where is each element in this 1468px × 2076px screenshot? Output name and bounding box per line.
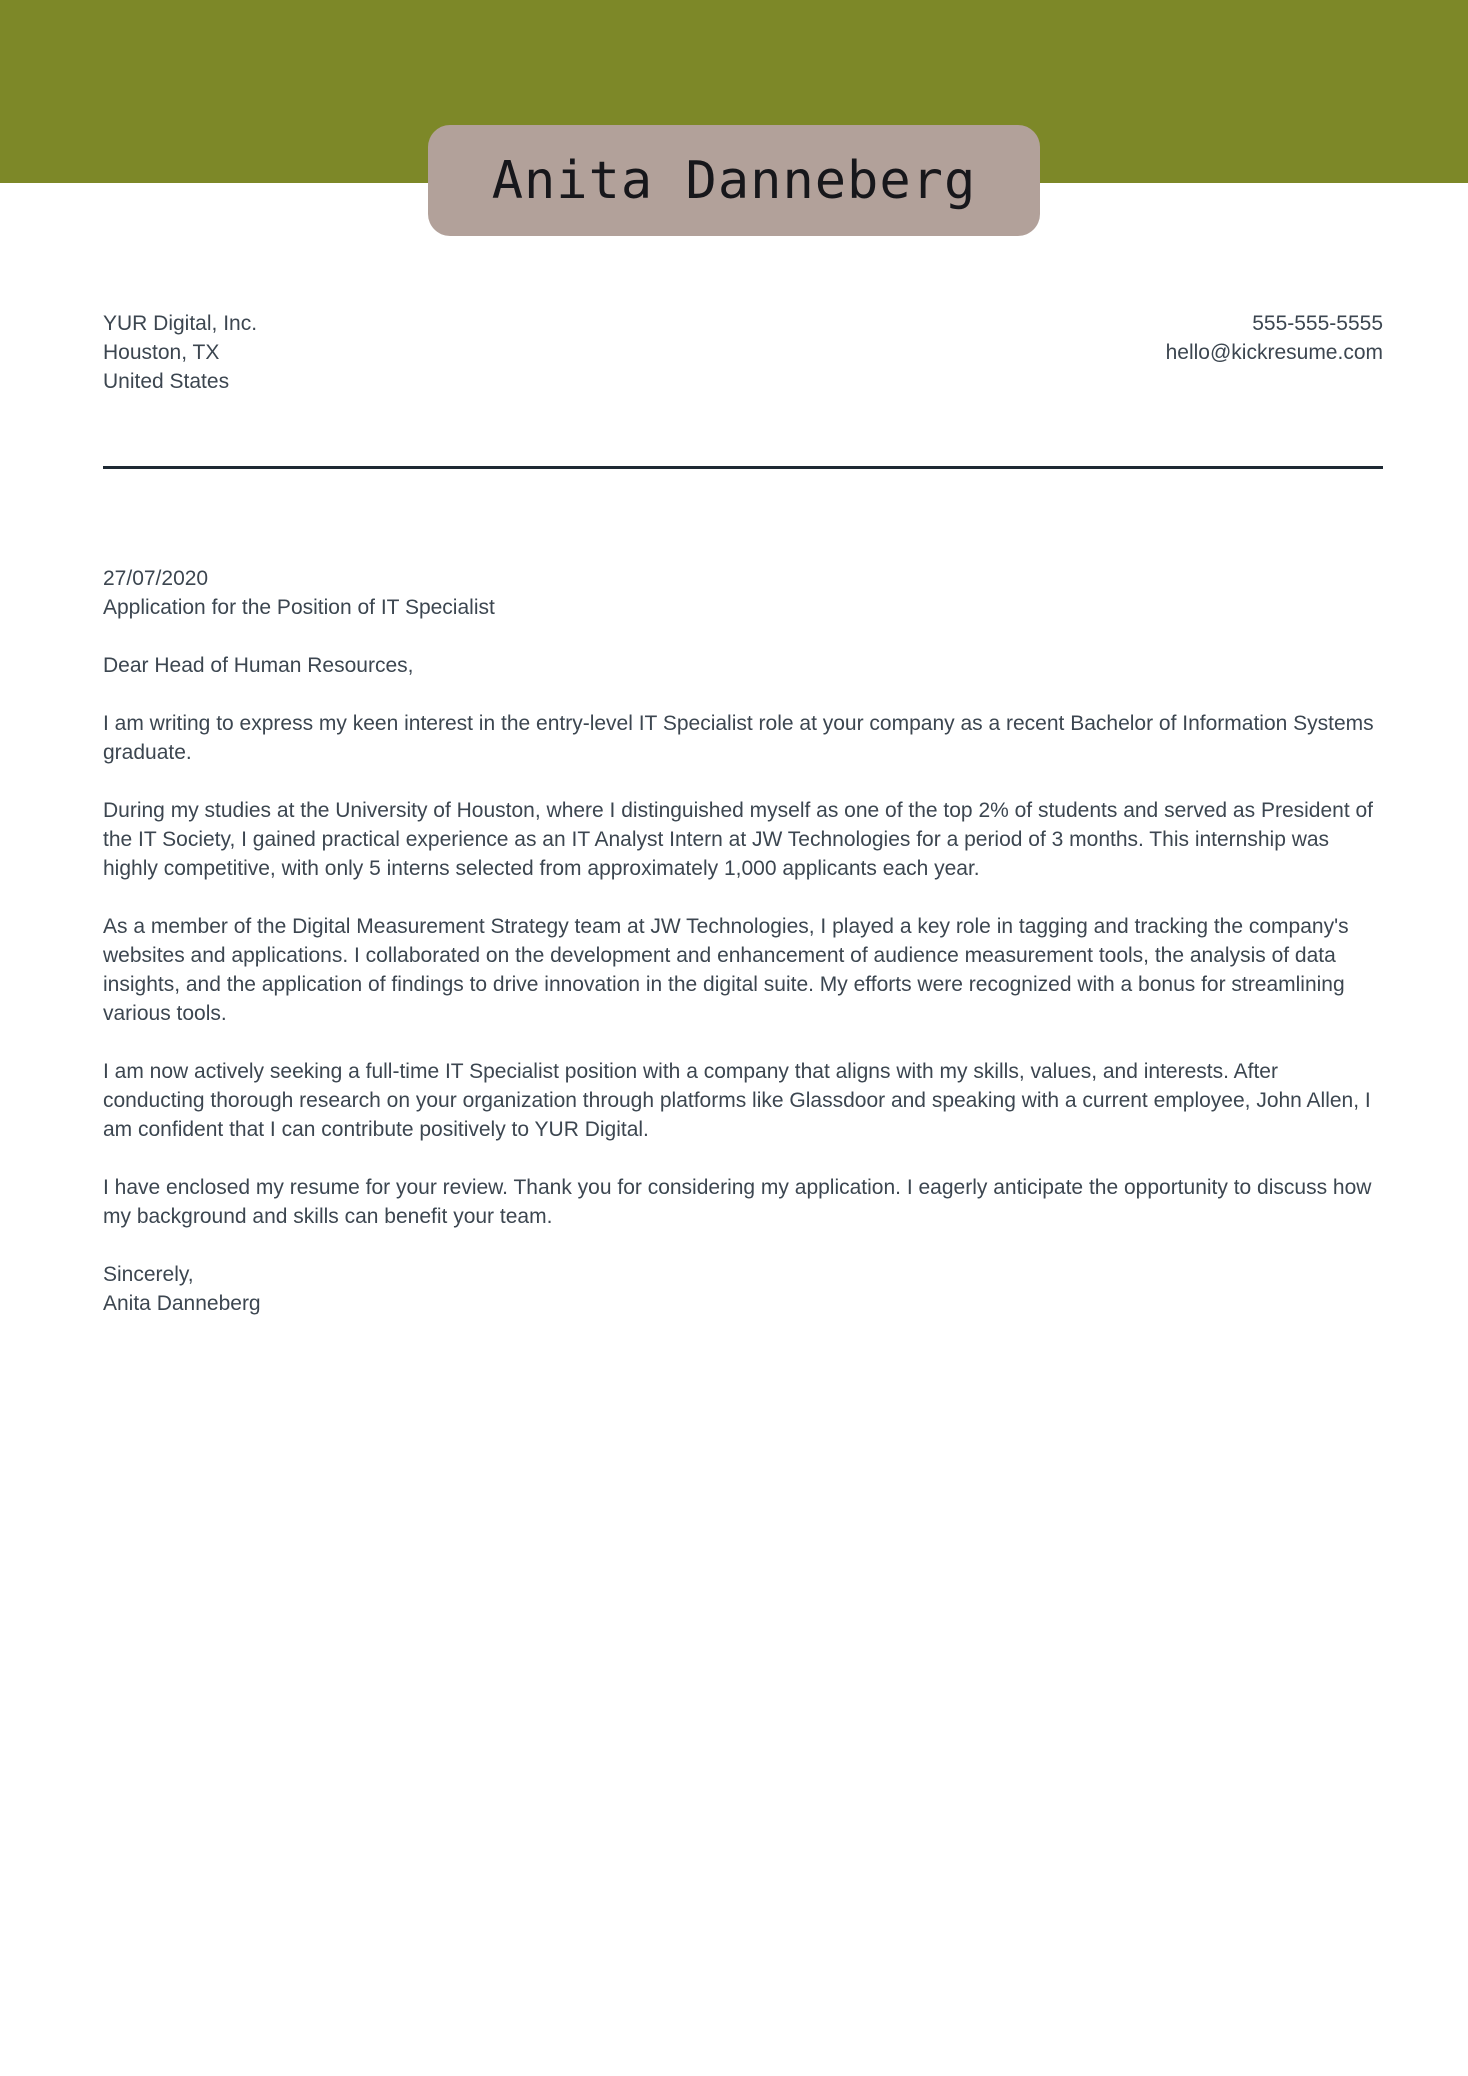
candidate-name: Anita Danneberg [491,150,977,211]
paragraph-5: I have enclosed my resume for your review. Thank you for considering my application. I eagerly anticipate the opportunity to discuss how my background and skills can benefit your team. [103,1176,1372,1228]
paragraph-1: I am writing to express my keen interest in the entry-level IT Specialist role at your company as a recent Bachelor of Information Systems graduate. [103,712,1374,764]
sender-contact-block [1166,309,1383,367]
letter-date: 27/07/2020 [103,567,209,590]
sender-email: hello@kickresume.com [1165,341,1383,364]
sender-phone: 555-555-5555 [1252,312,1383,335]
letter-content [0,309,1468,1318]
signature: Anita Danneberg [103,1292,261,1315]
recipient-company: YUR Digital, Inc. [103,312,258,335]
paragraph-3: As a member of the Digital Measurement Strategy team at JW Technologies, I played a key role in tagging and tracking the company's websites and applications. I collaborated on the development and enhancement of audience measurement tools, the analysis of data insights, and the application of findings to drive innovation in the digital suite. My efforts were recognized with a bonus for streamlining various tools. [103,915,1349,1025]
letter-body [103,564,1383,1318]
salutation: Dear Head of Human Resources, [103,654,414,677]
closing: Sincerely, [103,1263,194,1286]
paragraph-4: I am now actively seeking a full-time IT Specialist position with a company that aligns with my skills, values, and interests. After conducting thorough research on your organization through platforms like Glassdoor and speaking with a current employee, John Allen, I am confident that I can contribute positively to YUR Digital. [103,1060,1371,1141]
contact-section [103,309,1383,396]
header-band [0,0,1468,211]
recipient-country: United States [103,370,230,393]
recipient-address-block [103,309,257,396]
paragraph-2: During my studies at the University of Houston, where I distinguished myself as one of the top 2% of students and served as President of the IT Society, I gained practical experience as an IT Analyst Intern at JW Technologies for a period of 3 months. This internship was highly competitive, with only 5 interns selected from approximately 1,000 applicants each year. [103,799,1374,880]
name-plate [428,125,1040,236]
divider [103,466,1383,469]
letter-subject: Application for the Position of IT Specialist [103,596,495,619]
recipient-city: Houston, TX [103,341,220,364]
closing-block [103,1260,1383,1318]
